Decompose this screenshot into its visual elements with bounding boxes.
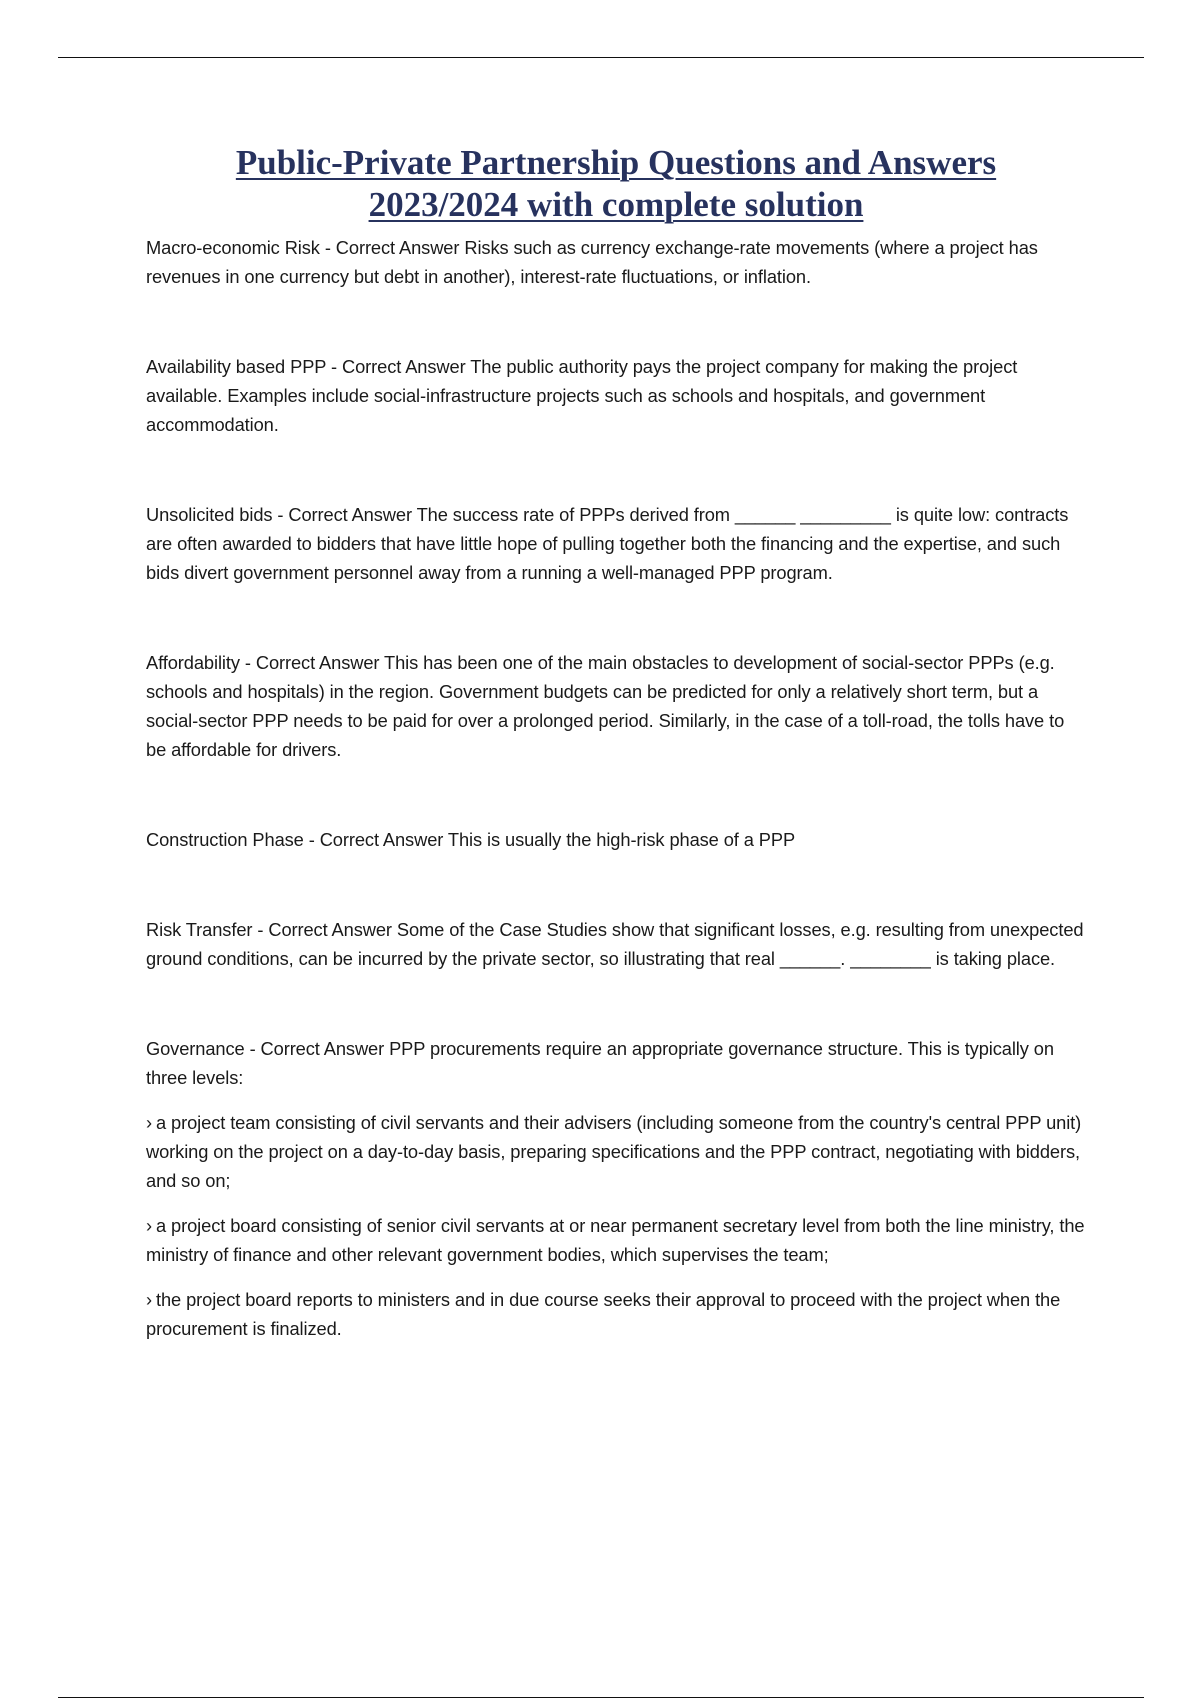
qa-separator: - Correct Answer [272,504,417,525]
title-line-1: Public-Private Partnership Questions and Answers [235,143,997,182]
title-line-2: 2023/2024 with complete solution [368,185,864,224]
bullet-text: the project board reports to ministers and in due course seeks their approval to proceed with the project when the procurement is finalized. [146,1289,1061,1339]
qa-term: Macro-economic Risk [146,237,320,258]
qa-answer: Risks such as currency exchange-rate movements (where a project has revenues in one currency but debt in another), interest-rate fluctuations, or inflation. [146,237,1038,287]
qa-entry-risk-transfer [146,915,1086,973]
qa-answer: The public authority pays the project company for making the project available. Examples include social-infrastructure projects such as schools and hospitals, and government accommodation. [146,356,1018,435]
qa-separator: - Correct Answer [326,356,471,377]
bullet-marker: › [146,1215,152,1236]
qa-entry-unsolicited-bids [146,500,1086,587]
document-page [146,142,1086,1343]
qa-entry-governance [146,1034,1086,1343]
qa-entry-construction-phase [146,825,1086,854]
qa-term: Affordability [146,652,240,673]
qa-term: Availability based PPP [146,356,327,377]
qa-term: Construction Phase [146,829,304,850]
bullet-marker: › [146,1289,152,1310]
bullet-text: a project board consisting of senior civil servants at or near permanent secretary level from both the line ministry, the ministry of finance and other relevant government bodies, which supervises the team; [146,1215,1085,1265]
qa-term: Risk Transfer [146,919,253,940]
qa-term: Unsolicited bids [146,504,273,525]
qa-entry-availability-based-ppp [146,352,1086,439]
qa-answer: This is usually the high-risk phase of a PPP [447,829,796,850]
governance-bullet [146,1285,1086,1343]
qa-separator: - Correct Answer [244,1038,390,1059]
qa-answer: PPP procurements require an appropriate governance structure. This is typically on three levels: [146,1038,1054,1088]
bullet-marker: › [146,1112,152,1133]
qa-term: Governance [146,1038,245,1059]
qa-separator: - Correct Answer [319,237,465,258]
qa-answer: Some of the Case Studies show that significant losses, e.g. resulting from unexpected ground conditions, can be incurred by the private sector, so illustrating that real ______. ________ is taking place. [146,919,1084,969]
governance-bullet [146,1108,1086,1195]
governance-intro [146,1034,1086,1092]
qa-answer: This has been one of the main obstacles to development of social-sector PPPs (e.g. schools and hospitals) in the region. Government budgets can be predicted for only a relatively short term, but a social-sector PPP needs to be paid for over a prolonged period. Similarly, in the case of a toll-road, the tolls have to be affordable for drivers. [146,652,1065,760]
qa-answer: The success rate of PPPs derived from ______ _________ is quite low: contracts are often awarded to bidders that have little hope of pulling together both the financing and the expertise, and such bids divert government personnel away from a running a well-managed PPP program. [146,504,1069,583]
qa-separator: - Correct Answer [239,652,385,673]
governance-bullet [146,1211,1086,1269]
document-title [136,142,1096,226]
qa-entry-macro-economic-risk [146,233,1086,291]
qa-separator: - Correct Answer [303,829,448,850]
qa-separator: - Correct Answer [252,919,397,940]
qa-entry-affordability [146,648,1086,764]
top-rule [58,57,1144,58]
bullet-text: a project team consisting of civil servants and their advisers (including someone from the country's central PPP unit) working on the project on a day-to-day basis, preparing specifications and the PPP contract, negotiating with bidders, and so on; [146,1112,1082,1191]
bottom-rule [58,1697,1144,1698]
